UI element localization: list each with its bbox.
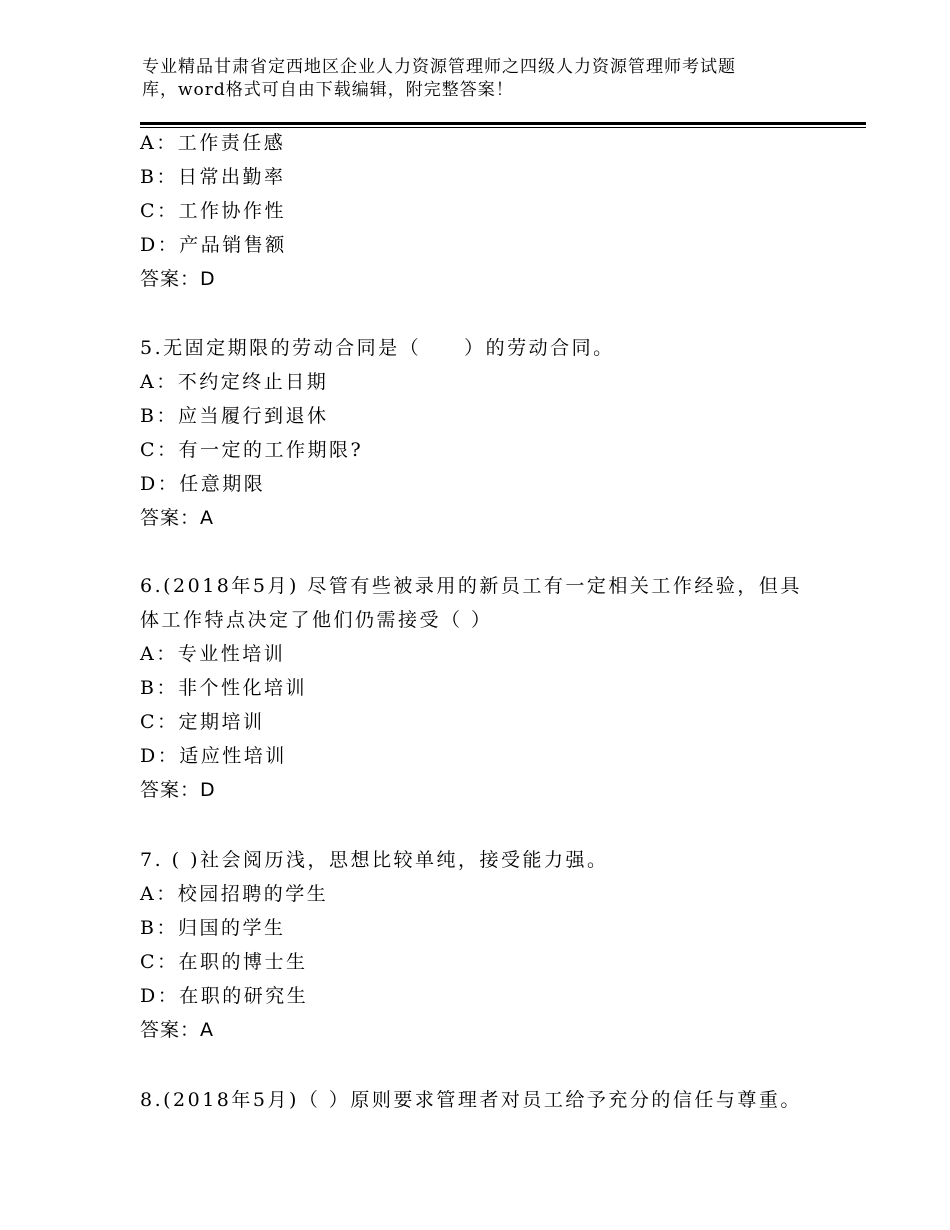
- answer: 答案：D: [140, 779, 216, 801]
- header-line-1: 专业精品甘肃省定西地区企业人力资源管理师之四级人力资源管理师考试题: [142, 57, 736, 77]
- option-d: D：产品销售额: [140, 234, 287, 256]
- answer: 答案：D: [140, 268, 216, 290]
- question-stem: 8.(2018年5月)（ ）原则要求管理者对员工给予充分的信任与尊重。: [140, 1089, 802, 1111]
- question-stem: 7. ( )社会阅历浅，思想比较单纯，接受能力强。: [140, 849, 609, 871]
- option-b: B：应当履行到退休: [140, 405, 329, 427]
- question-6: [140, 569, 840, 807]
- document-header: [142, 56, 842, 102]
- option-d: D：任意期限: [140, 473, 266, 495]
- question-5: [140, 331, 840, 535]
- question-stem-line-2: 体工作特点决定了他们仍需接受（ ）: [140, 609, 493, 631]
- option-c: C：定期培训: [140, 711, 265, 733]
- question-stem-line-1: 6.(2018年5月) 尽管有些被录用的新员工有一定相关工作经验，但具: [140, 575, 802, 597]
- answer: 答案：A: [140, 1019, 214, 1041]
- option-b: B：归国的学生: [140, 917, 286, 939]
- option-a: A：不约定终止日期: [140, 371, 329, 393]
- option-a: A：工作责任感: [140, 132, 286, 154]
- option-d: D：在职的研究生: [140, 985, 309, 1007]
- question-7: [140, 843, 840, 1047]
- option-c: C：有一定的工作期限?: [140, 439, 364, 461]
- question-stem: 5.无固定期限的劳动合同是（ ）的劳动合同。: [140, 337, 615, 359]
- option-c: C：在职的博士生: [140, 951, 308, 973]
- option-d: D：适应性培训: [140, 745, 287, 767]
- header-line-2: 库，word格式可自由下载编辑，附完整答案！: [142, 80, 514, 100]
- option-c: C：工作协作性: [140, 200, 287, 222]
- answer: 答案：A: [140, 507, 214, 529]
- option-a: A：校园招聘的学生: [140, 883, 329, 905]
- header-rule-thick: [140, 122, 866, 125]
- option-b: B：日常出勤率: [140, 166, 286, 188]
- question-8: [140, 1083, 840, 1117]
- question-4: [140, 126, 840, 296]
- option-a: A：专业性培训: [140, 643, 286, 665]
- option-b: B：非个性化培训: [140, 677, 307, 699]
